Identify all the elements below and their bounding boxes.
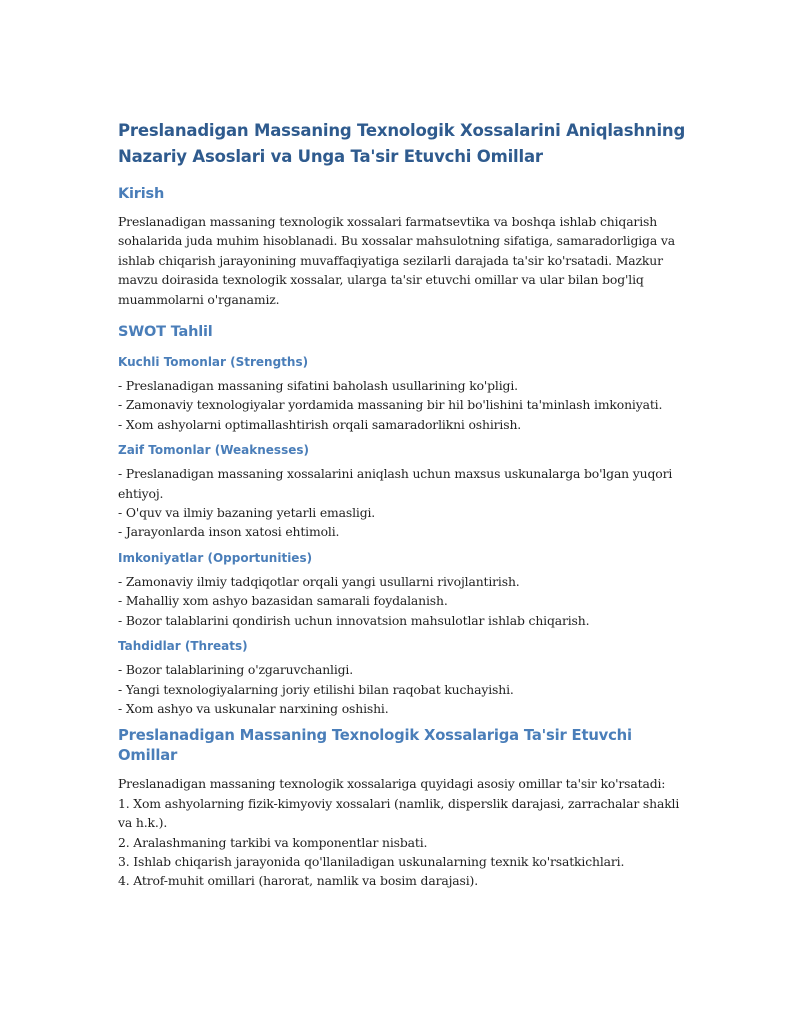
strengths-heading: Kuchli Tomonlar (Strengths)	[118, 355, 309, 370]
document-page	[118, 118, 688, 899]
list-item: 4. Atrof-muhit omillari (harorat, namlik va bosim darajasi).	[118, 873, 479, 889]
list-item: 3. Ishlab chiqarish jarayonida qo'llaniladigan uskunalarning texnik ko'rsatkichlari.	[118, 853, 625, 869]
list-item: 1. Xom ashyolarning fizik-kimyoviy xossalari (namlik, disperslik darajasi, zarrachalar shakli va h.k.).	[118, 795, 680, 831]
factors-heading: Preslanadigan Massaning Texnologik Xossalariga Ta'sir Etuvchi Omillar	[118, 727, 632, 765]
threats-block	[118, 638, 688, 718]
list-item: - O'quv va ilmiy bazaning yetarli emasligi.	[118, 505, 376, 521]
threats-heading: Tahdidlar (Threats)	[118, 639, 248, 654]
list-item: - Zamonaviy texnologiyalar yordamida massaning bir hil bo'lishini ta'minlash imkoniyati.	[118, 397, 663, 413]
list-item: - Bozor talablarini qondirish uchun innovatsion mahsulotlar ishlab chiqarish.	[118, 612, 590, 628]
weaknesses-block	[118, 442, 688, 542]
intro-heading: Kirish	[118, 186, 165, 202]
list-item: - Yangi texnologiyalarning joriy etilishi bilan raqobat kuchayishi.	[118, 681, 514, 697]
swot-heading: SWOT Tahlil	[118, 324, 213, 341]
strengths-block	[118, 354, 688, 434]
threats-list	[118, 660, 688, 718]
opportunities-heading: Imkoniyatlar (Opportunities)	[118, 550, 313, 565]
factors-section	[118, 726, 688, 890]
factors-list	[118, 774, 688, 890]
list-item: - Mahalliy xom ashyo bazasidan samarali foydalanish.	[118, 593, 448, 609]
weaknesses-heading: Zaif Tomonlar (Weaknesses)	[118, 443, 309, 458]
list-item: - Zamonaviy ilmiy tadqiqotlar orqali yangi usullarni rivojlantirish.	[118, 573, 520, 589]
intro-paragraph: Preslanadigan massaning texnologik xossalari farmatsevtika va boshqa ishlab chiqarish sohalarida juda muhim hisoblanadi. Bu xossalar mahsulotning sifatiga, samaradorligiga va ishlab chiqarish jarayonining muvaffaqiyatiga sezilarli darajada ta'sir ko'rsatadi. Mazkur mavzu doirasida texnologik xossalar, ularga ta'sir etuvchi omillar va ular bilan bog'liq muammolarni o'rganamiz.	[118, 214, 675, 307]
list-item: - Preslanadigan massaning sifatini baholash usullarining ko'pligi.	[118, 378, 518, 394]
swot-section	[118, 322, 688, 718]
opportunities-list	[118, 572, 688, 630]
weaknesses-list	[118, 464, 688, 542]
document-title: Preslanadigan Massaning Texnologik Xossalarini Aniqlashning Nazariy Asoslari va Unga Ta'sir Etuvchi Omillar	[118, 121, 686, 166]
list-item: - Preslanadigan massaning xossalarini aniqlash uchun maxsus uskunalarga bo'lgan yuqori ehtiyoj.	[118, 466, 673, 501]
intro-section	[118, 184, 688, 309]
list-item: - Bozor talablarining o'zgaruvchanligi.	[118, 662, 354, 678]
list-item: - Xom ashyo va uskunalar narxining oshishi.	[118, 700, 389, 716]
strengths-list	[118, 376, 688, 434]
list-item: - Xom ashyolarni optimallashtirish orqali samaradorlikni oshirish.	[118, 416, 522, 432]
list-item: 2. Aralashmaning tarkibi va komponentlar nisbati.	[118, 834, 428, 850]
opportunities-block	[118, 550, 688, 630]
factors-lead: Preslanadigan massaning texnologik xossalariga quyidagi asosiy omillar ta'sir ko'rsatadi:	[118, 776, 666, 792]
list-item: - Jarayonlarda inson xatosi ehtimoli.	[118, 524, 340, 540]
